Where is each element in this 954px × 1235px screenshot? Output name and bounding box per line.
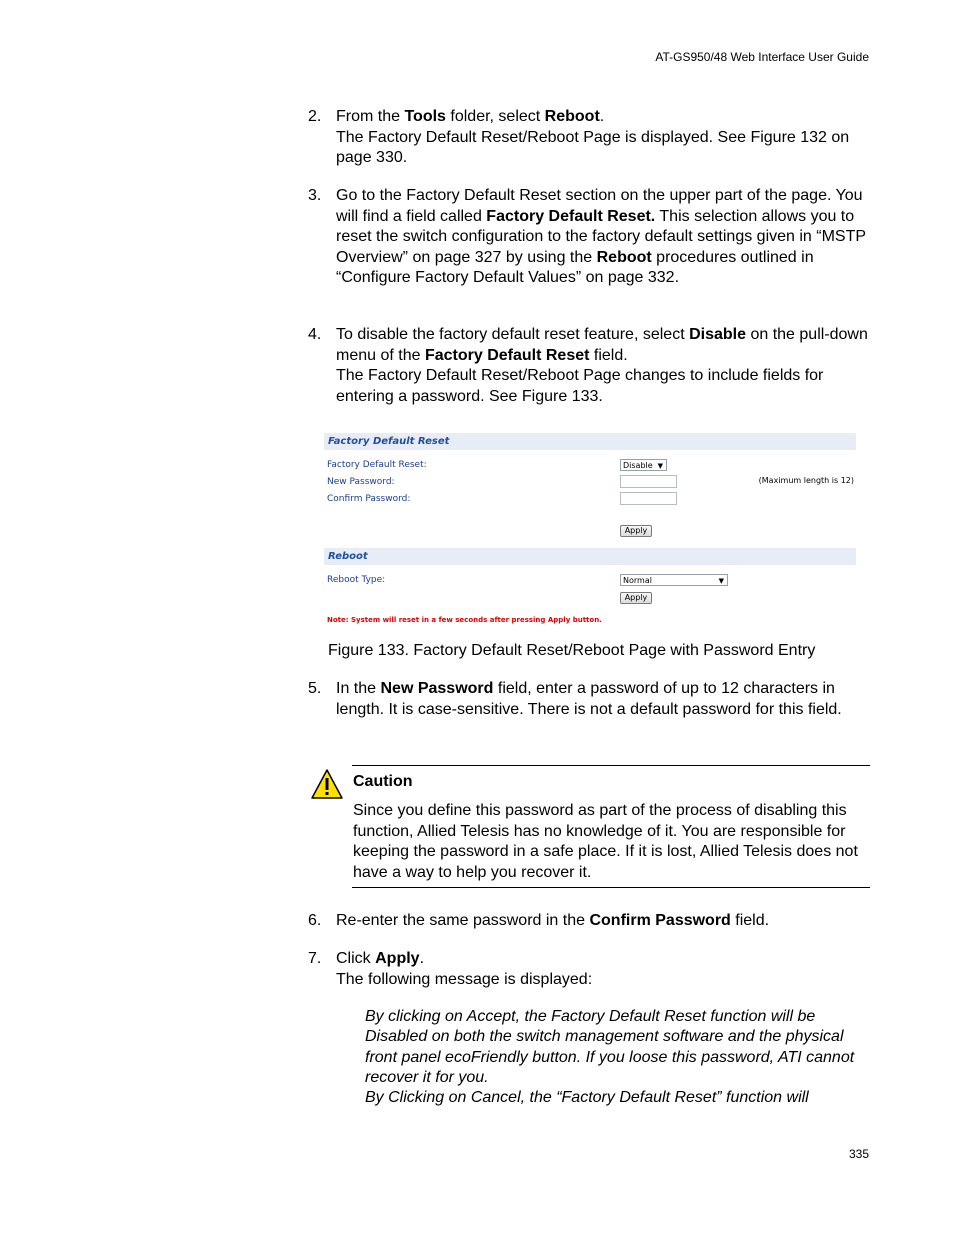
message-paragraph-1: By clicking on Accept, the Factory Default Reset function will be Disabled on both the switch management software and the physical front panel ecoFriendly button. If you loose this password, ATI cannot recover it for you. — [365, 1008, 855, 1086]
chevron-down-icon: ▼ — [718, 577, 724, 585]
message-paragraph-2: By Clicking on Cancel, the “Factory Default Reset” function will — [365, 1089, 809, 1107]
chevron-down-icon: ▼ — [657, 462, 663, 470]
step-number: 2. — [308, 108, 322, 125]
step-7 — [308, 949, 873, 990]
figure-caption: Figure 133. Factory Default Reset/Reboot Page with Password Entry — [328, 642, 816, 659]
apply-button-reboot[interactable]: Apply — [620, 592, 652, 604]
step-7-line1: Click Apply. — [336, 950, 425, 967]
step-5 — [308, 679, 873, 720]
label-new-password: New Password: — [327, 477, 395, 487]
step-number: 5. — [308, 680, 322, 697]
step-4-text: To disable the factory default reset feature, select Disable on the pull-down menu of the Factory Default Reset field. — [336, 326, 868, 364]
label-confirm-password: Confirm Password: — [327, 494, 411, 504]
displayed-message — [365, 1007, 875, 1108]
step-5-text: In the New Password field, enter a password of up to 12 characters in length. It is case-sensitive. There is not a default password for this field. — [336, 680, 842, 718]
step-3 — [308, 186, 873, 289]
section-header-factory-default-reset: Factory Default Reset — [324, 433, 856, 450]
caution-title: Caution — [353, 773, 413, 790]
step-number: 3. — [308, 187, 322, 204]
apply-button-reset[interactable]: Apply — [620, 525, 652, 537]
reboot-type-select[interactable]: Normal ▼ — [620, 574, 728, 586]
divider — [352, 765, 870, 766]
running-header: AT-GS950/48 Web Interface User Guide — [655, 50, 869, 64]
warning-triangle-icon — [310, 768, 344, 800]
step-2-line1: From the Tools folder, select Reboot. — [336, 108, 605, 125]
step-4 — [308, 325, 873, 407]
label-factory-default-reset: Factory Default Reset: — [327, 460, 427, 470]
step-4-line2: The Factory Default Reset/Reboot Page changes to include fields for entering a password. See Figure 133. — [336, 367, 824, 405]
step-number: 4. — [308, 326, 322, 343]
new-password-input[interactable] — [620, 475, 677, 488]
step-7-line2: The following message is displayed: — [336, 970, 593, 988]
figure-133-screenshot — [322, 430, 858, 630]
step-2-line2: The Factory Default Reset/Reboot Page is displayed. See Figure 132 on page 330. — [336, 128, 850, 166]
step-6 — [308, 911, 873, 932]
step-6-text: Re-enter the same password in the Confirm Password field. — [336, 912, 770, 929]
page-number: 335 — [848, 1147, 869, 1161]
divider — [352, 887, 870, 888]
factory-default-reset-select[interactable]: Disable ▼ — [620, 459, 667, 471]
caution-text: Since you define this password as part of the process of disabling this function, Allied Telesis has no knowledge of it. You are responsible for keeping the password in a safe place. If it is lost, Allied Telesis does not have a way to help you recover it. — [353, 802, 858, 881]
reset-warning-note: Note: System will reset in a few seconds after pressing Apply button. — [327, 616, 602, 624]
step-number: 6. — [308, 912, 322, 929]
label-reboot-type: Reboot Type: — [327, 575, 386, 585]
step-number: 7. — [308, 950, 322, 967]
step-2 — [308, 107, 873, 169]
section-header-reboot: Reboot — [324, 548, 856, 565]
caution-box — [310, 765, 870, 888]
max-length-note: (Maximum length is 12) — [758, 476, 854, 485]
confirm-password-input[interactable] — [620, 492, 677, 505]
step-3-text: Go to the Factory Default Reset section on the upper part of the page. You will find a field called Factory Default Reset. This selection allows you to reset the switch configuration to the factory default settings given in “MSTP Overview” on page 327 by using the Reboot procedures outlined in “Configure Factory Default Values” on page 332. — [336, 187, 866, 286]
